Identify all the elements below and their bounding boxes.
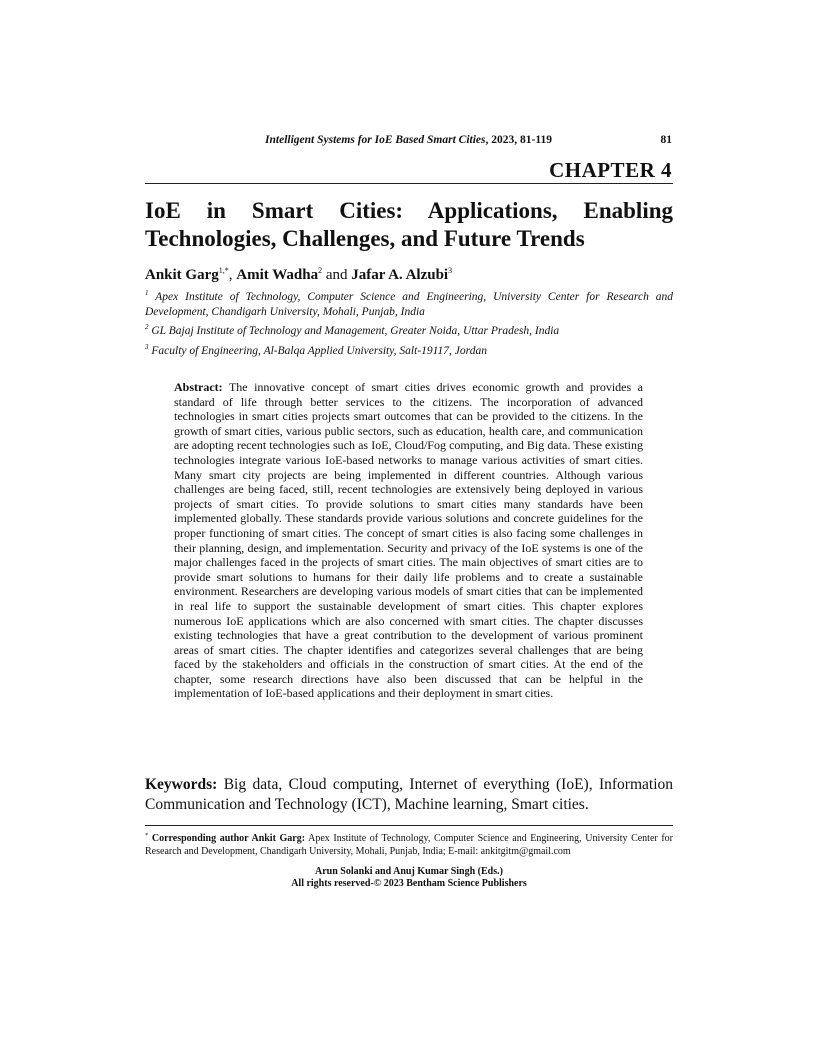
author-list <box>145 262 673 284</box>
author-separator: , <box>228 267 237 283</box>
affiliation-sup: 2 <box>145 323 149 331</box>
copyright-line: All rights reserved-© 2023 Bentham Science Publishers <box>291 878 527 889</box>
author-separator: and <box>322 267 352 283</box>
chapter-title: IoE in Smart Cities: Applications, Enabling Technologies, Challenges, and Future Trends <box>145 198 673 251</box>
abstract <box>174 380 643 701</box>
affiliation <box>145 340 673 359</box>
chapter-divider <box>145 183 673 184</box>
page-number: 81 <box>660 134 672 146</box>
affiliation <box>145 320 673 339</box>
keywords-label: Keywords: <box>145 776 218 793</box>
author-name: Ankit Garg <box>145 267 219 283</box>
affiliation-text: Apex Institute of Technology, Computer Science and Engineering, University Center for Research and Development, Chandigarh University, Mohali, Punjab, India <box>145 291 673 318</box>
editors-block <box>145 866 673 890</box>
book-title: Intelligent Systems for IoE Based Smart Cities <box>265 134 486 146</box>
affiliation-sup: 3 <box>145 343 149 351</box>
footnote-label: Corresponding author Ankit Garg: <box>148 833 306 844</box>
author-sup: 2 <box>318 266 323 275</box>
affiliation-sup: 1 <box>145 289 149 297</box>
affiliation-text: GL Bajaj Institute of Technology and Management, Greater Noida, Uttar Pradesh, India <box>151 325 560 337</box>
footnote-text: Apex Institute of Technology, Computer Science and Engineering, University Center for Research and Development, Chandigarh University, Mohali, Punjab, India; E-mail: ankitgitm@gmail.com <box>145 833 673 857</box>
abstract-label: Abstract: <box>174 380 223 394</box>
abstract-text: The innovative concept of smart cities drives economic growth and provides a standard of life through better services to the citizens. The incorporation of advanced technologies in smart cities projects smart outcomes that can be provided to the citizens. In the growth of smart cities, various public sectors, such as education, health care, and communication are adopting recent technologies such as IoE, Cloud/Fog computing, and Big data. These existing technologies integrate various IoE-based networks to manage various activities of smart cities. Many smart city projects are being implemented in different countries. Although various challenges are being faced, still, recent technologies are extensively being deployed in various projects of smart cities. To provide solutions to smart cities many standards have been implemented globally. These standards provide various solutions and concrete guidelines for the proper functioning of smart cities. The concept of smart cities is also facing some challenges in their planning, design, and implementation. Security and privacy of the IoE systems is one of the major challenges faced in the projects of smart cities. The main objectives of smart cities are to provide smart solutions to humans for their daily life problems and to create a sustainable environment. Researchers are developing various models of smart cities that can be implemented in real life to support the sustainable development of smart cities. This chapter explores numerous IoE applications which are also concerned with smart cities. The chapter discusses existing technologies that have a great contribution to the development of various prominent areas of smart cities. The chapter identifies and categorizes several challenges that are being faced by the stakeholders and officials in the construction of smart cities. At the end of the chapter, some research directions have also been discussed that can be helpful in the implementation of IoE-based applications and their deployment in smart cities. <box>174 380 643 701</box>
author-name: Amit Wadha <box>236 267 319 283</box>
running-head <box>145 134 672 146</box>
footnote <box>145 829 673 858</box>
affiliation <box>145 286 673 320</box>
footnote-divider <box>145 825 673 826</box>
keywords <box>145 775 673 814</box>
footnote-sup: * <box>145 832 149 839</box>
keywords-text: Big data, Cloud computing, Internet of everything (IoE), Information Communication and Technology (ICT), Machine learning, Smart cities. <box>145 776 673 813</box>
author-sup: 1,* <box>218 266 229 275</box>
editors-line: Arun Solanki and Anuj Kumar Singh (Eds.) <box>315 866 503 877</box>
affiliation-text: Faculty of Engineering, Al-Balqa Applied University, Salt-19117, Jordan <box>151 345 487 357</box>
book-year-pages: , 2023, 81-119 <box>485 134 552 146</box>
author-name: Jafar A. Alzubi <box>351 267 449 283</box>
chapter-label: CHAPTER 4 <box>549 158 672 182</box>
author-sup: 3 <box>448 266 453 275</box>
